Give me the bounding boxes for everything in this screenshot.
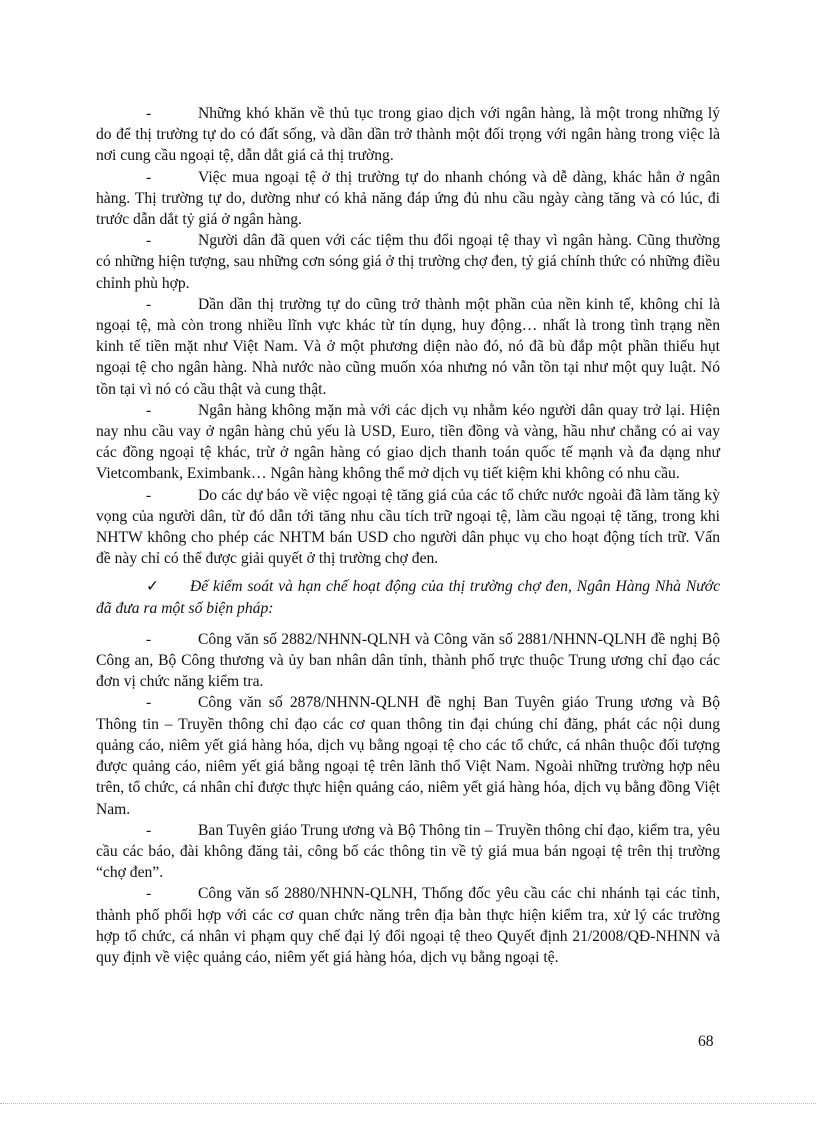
dash-marker: - — [146, 401, 152, 419]
paragraph-text: Do các dự báo về việc ngoại tệ tăng giá của các tổ chức nước ngoài đã làm tăng kỳ vọng của người dân, từ đó dẫn tới tăng nhu cầu tích trữ ngoại tệ, làm cầu ngoại tệ tăng, trong khi NHTW không cho phép các NHTM bán USD cho người dân phục vụ cho hoạt động tích trữ. Vấn đề này chỉ có thể được giải quyết ở thị trường chợ đen. — [96, 486, 720, 568]
paragraph-text: Người dân đã quen với các tiệm thu đổi ngoại tệ thay vì ngân hàng. Cũng thường có những hiện tượng, sau những cơn sóng giá ở thị trường chợ đen, tỷ giá chính thức có những điều chỉnh phù hợp. — [96, 232, 720, 292]
dash-marker: - — [146, 821, 152, 839]
paragraph-6 — [96, 485, 720, 570]
paragraph-2 — [96, 167, 720, 231]
checkmark-icon: ✓ — [146, 578, 160, 596]
paragraph-text: Những khó khăn về thủ tục trong giao dịch với ngân hàng, là một trong những lý do để thị trường tự do có đất sống, và dần dần trở thành một đối trọng với ngân hàng trong việc là nơi cung cầu ngoại tệ, dẫn dắt giá cả thị trường. — [96, 105, 720, 165]
paragraph-text: Công văn số 2882/NHNN-QLNH và Công văn số 2881/NHNN-QLNH đề nghị Bộ Công an, Bộ Công thương và ủy ban nhân dân tỉnh, thành phố trực thuộc Trung ương chỉ đạo các đơn vị chức năng kiểm tra. — [96, 630, 720, 691]
page-number: 68 — [698, 1033, 714, 1050]
paragraph-10 — [96, 883, 720, 968]
paragraph-8 — [96, 692, 720, 819]
paragraph-7 — [96, 629, 720, 693]
dash-marker: - — [146, 232, 152, 250]
dash-marker: - — [146, 168, 152, 186]
page-bottom-divider — [0, 1103, 816, 1104]
heading-text: Để kiểm soát và hạn chế hoạt động của thị trường chợ đen, Ngân Hàng Nhà Nước đã đưa ra một số biện pháp: — [96, 578, 720, 617]
page-content — [96, 103, 720, 968]
dash-marker: - — [146, 105, 152, 122]
paragraph-text: Ngân hàng không mặn mà với các dịch vụ nhằm kéo người dân quay trở lại. Hiện nay nhu cầu vay ở ngân hàng chủ yếu là USD, Euro, tiền đồng và vàng, hầu như chẳng có ai vay các đồng ngoại tệ khác, trừ ở ngân hàng có giao dịch thanh toán quốc tế mạnh và đa dạng như Vietcombank, Eximbank… Ngân hàng không thể mở dịch vụ tiết kiệm khi không có nhu cầu. — [96, 401, 720, 483]
paragraph-text: Công văn số 2878/NHNN-QLNH đề nghị Ban Tuyên giáo Trung ương và Bộ Thông tin – Truyền thông chỉ đạo các cơ quan thông tin đại chúng chỉ đăng, phát các nội dung quảng cáo, niêm yết giá hàng hóa, dịch vụ bằng ngoại tệ cho các tổ chức, cá nhân thuộc đối tượng được quảng cáo, niêm yết giá bằng ngoại tệ trên lãnh thổ Việt Nam. Ngoài những trường hợp nêu trên, tổ chức, cá nhân chỉ được thực hiện quảng cáo, niêm yết giá hàng hóa, dịch vụ bằng đồng Việt Nam. — [96, 694, 720, 818]
section-heading — [96, 576, 720, 618]
paragraph-4 — [96, 294, 720, 400]
dash-marker: - — [146, 885, 152, 903]
dash-marker: - — [146, 694, 152, 712]
paragraph-5 — [96, 400, 720, 485]
dash-marker: - — [146, 486, 152, 504]
dash-marker: - — [146, 630, 152, 648]
paragraph-1 — [96, 103, 720, 167]
paragraph-3 — [96, 230, 720, 294]
paragraph-text: Ban Tuyên giáo Trung ương và Bộ Thông tin – Truyền thông chỉ đạo, kiểm tra, yêu cầu các báo, đài không đăng tải, công bố các thông tin về tỷ giá mua bán ngoại tệ trên thị trường “chợ đen”. — [96, 821, 720, 882]
paragraph-text: Công văn số 2880/NHNN-QLNH, Thống đốc yêu cầu các chi nhánh tại các tỉnh, thành phố phối hợp với các cơ quan chức năng trên địa bàn thực hiện kiểm tra, xử lý các trường hợp tổ chức, cá nhân vi phạm quy chế đại lý đổi ngoại tệ theo Quyết định 21/2008/QĐ-NHNN và quy định về việc quảng cáo, niêm yết giá hàng hóa, dịch vụ bằng ngoại tệ. — [96, 885, 720, 966]
paragraph-text: Dần dần thị trường tự do cũng trở thành một phần của nền kinh tế, không chỉ là ngoại tệ, mà còn trong nhiều lĩnh vực khác từ tín dụng, huy động… nhất là trong tình trạng nền kinh tế tiền mặt như Việt Nam. Và ở một phương diện nào đó, nó đã bù đắp một phần thiếu hụt ngoại tệ cho ngân hàng. Nhà nước nào cũng muốn xóa nhưng nó vẫn tồn tại như một quy luật. Nó tồn tại vì nó có cầu thật và cung thật. — [96, 295, 720, 398]
paragraph-text: Việc mua ngoại tệ ở thị trường tự do nhanh chóng và dễ dàng, khác hẳn ở ngân hàng. Thị trường tự do, dường như có khả năng đáp ứng đủ nhu cầu ngày càng tăng và có lúc, đi trước dẫn dắt tỷ giá ở ngân hàng. — [96, 168, 720, 229]
paragraph-9 — [96, 820, 720, 884]
dash-marker: - — [146, 295, 152, 313]
